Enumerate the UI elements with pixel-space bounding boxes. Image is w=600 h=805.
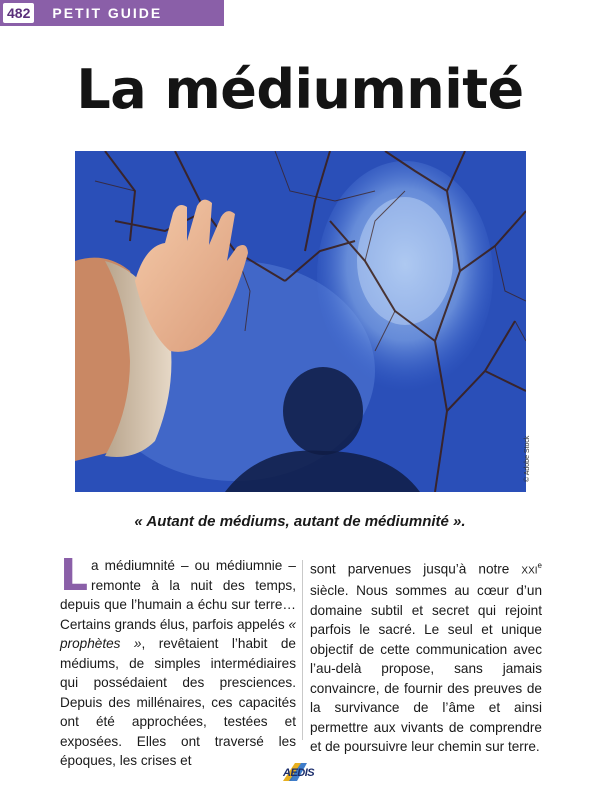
body-column-right	[310, 556, 542, 757]
body-text-right-1: sont parvenues jusqu’à notre	[310, 561, 522, 577]
body-text-left-emphasis: « prophètes »	[60, 616, 296, 651]
column-divider	[302, 560, 303, 740]
page-title: La médiumnité	[76, 58, 524, 121]
body-paragraph-left	[60, 550, 296, 771]
header-band	[0, 0, 224, 26]
body-paragraph-right	[310, 556, 542, 757]
drop-cap: L	[60, 550, 89, 601]
century-superscript: e	[537, 561, 542, 570]
century-numeral: XXI	[521, 565, 538, 577]
series-label: PETIT GUIDE	[52, 5, 163, 21]
body-text-left-2: , revêtaient l’habit de médiums, de simples intermédiaires qui possédaient des presciences. Depuis des millénaires, ces capacités ont été approchées, testées et exposées. Elles ont traversé les époques, les crises et	[60, 636, 296, 768]
photo-credit: © Adobe Stock	[524, 435, 531, 482]
cover-photo	[75, 151, 526, 492]
body-text-left-1: a médiumnité – ou médiumnie – remonte à la nuit des temps, depuis que l’humain a échu sur terre… Certains grands élus, parfois appelés	[60, 558, 296, 632]
body-text-right-2: siècle. Nous sommes au cœur d’un domaine subtil et secret qui rejoint parfois le sacré. Le seul et unique objectif de cette communication avec l’au-delà propose, sans jamais convaincre, de fournir des preuves de la survivance de l’âme et ainsi permettre aux vivants de comprendre et de poursuivre leur chemin sur terre.	[310, 583, 542, 755]
cover-photo-illustration	[75, 151, 526, 492]
page-number: 482	[3, 3, 34, 23]
publisher-logo	[279, 760, 323, 784]
photo-caption: « Autant de médiums, autant de médiumnité ».	[134, 513, 466, 530]
body-column-left	[60, 550, 296, 771]
publisher-logo-text: AEDIS	[283, 767, 315, 779]
